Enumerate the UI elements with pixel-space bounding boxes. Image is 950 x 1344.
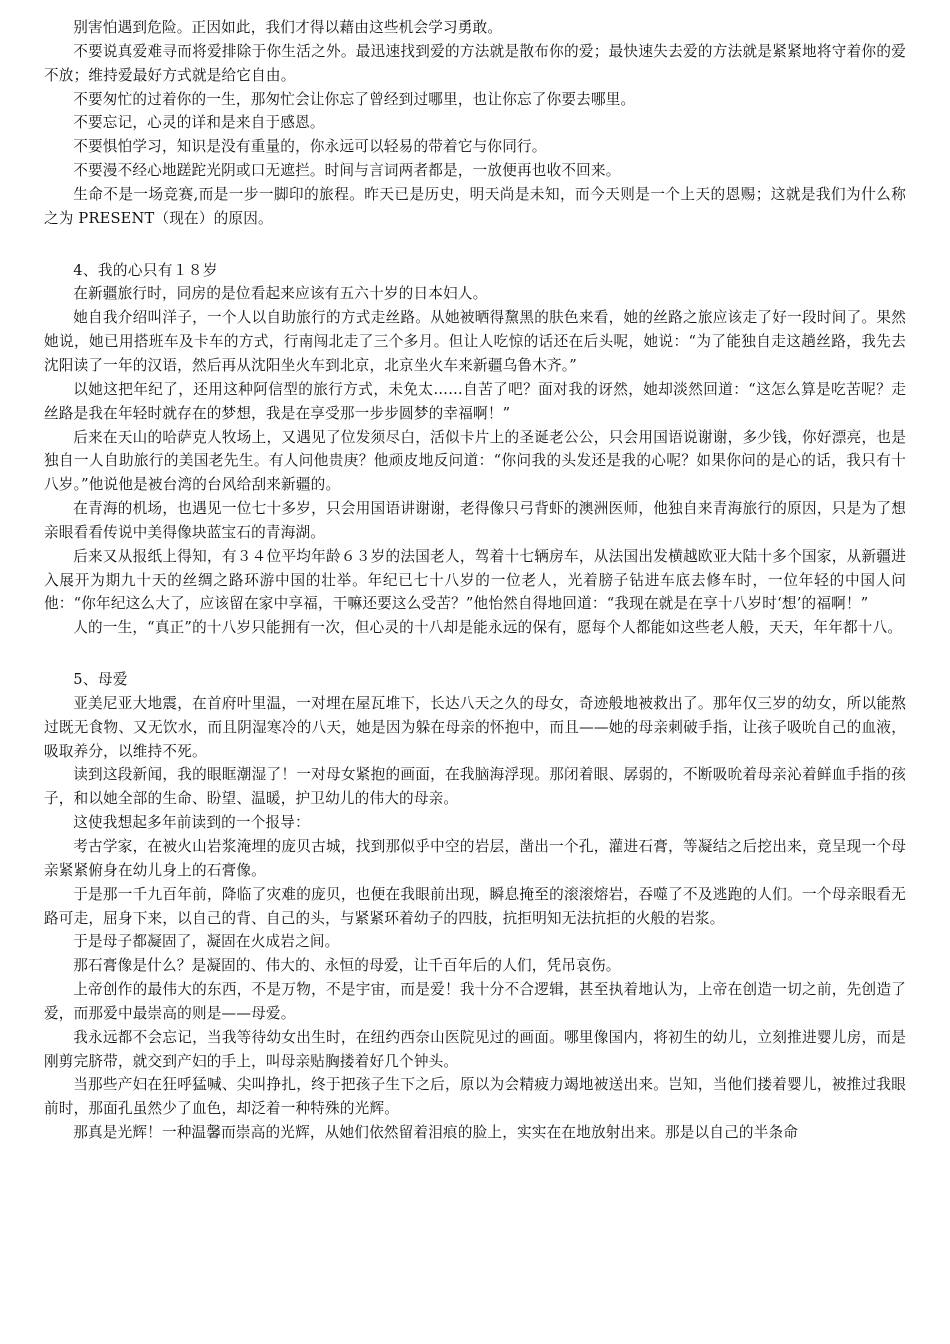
paragraph: 不要忘记，心灵的详和是来自于感恩。	[73, 114, 325, 132]
paragraph: 那石膏像是什么？是凝固的、伟大的、永恒的母爱，让千百年后的人们，凭吊哀伤。	[73, 957, 621, 975]
paragraph: 当那些产妇在狂呼猛喊、尖叫挣扎，终于把孩子生下之后，原以为会精疲力竭地被送出来。岂知，当他们搂着婴儿，被推过我眼前时，那面孔虽然少了血色，却泛着一种特殊的光辉。	[44, 1076, 906, 1118]
paragraph: 后来在天山的哈萨克人牧场上，又遇见了位发须尽白，活似卡片上的圣诞老公公，只会用国语说谢谢，多少钱，你好漂亮，也是独自一人自助旅行的美国老先生。有人问他贵庚？他顽皮地反问道：“你问我的头发还是我的心呢？如果你问的是心的话，我只有十八岁。”他说他是被台湾的台风给刮来新疆的。	[44, 428, 906, 494]
paragraph: 在青海的机场，也遇见一位七十多岁，只会用国语讲谢谢，老得像只弓背虾的澳洲医师，他独自来青海旅行的原因，只是为了想亲眼看看传说中美得像块蓝宝石的青海湖。	[44, 500, 906, 541]
paragraph: 在新疆旅行时，同房的是位看起来应该有五六十岁的日本妇人。	[73, 285, 488, 303]
paragraph: 不要说真爱难寻而将爱排除于你生活之外。最迅速找到爱的方法就是散布你的爱；最快速失去爱的方法就是紧紧地将守着你的爱不放；维持爱最好方式就是给它自由。	[44, 42, 906, 84]
paragraph: 别害怕遇到危险。正因如此，我们才得以藉由这些机会学习勇敢。	[73, 19, 503, 36]
paragraph: 这使我想起多年前读到的一个报导：	[73, 814, 310, 832]
section-4	[44, 259, 906, 641]
paragraph: 考古学家，在被火山岩浆淹埋的庞贝古城，找到那似乎中空的岩层，凿出一个孔，灌进石膏，等凝结之后挖出来，竟呈现一个母亲紧紧俯身在幼儿身上的石膏像。	[44, 838, 906, 879]
paragraph: 我永远都不会忘记，当我等待幼女出生时，在纽约西奈山医院见过的画面。哪里像国内，将初生的幼儿，立刻推进婴儿房，而是刚剪完脐带，就交到产妇的手上，叫母亲贴胸搂着好几个钟头。	[44, 1028, 906, 1070]
paragraph: 不要漫不经心地蹉跎光阴或口无遮拦。时间与言词两者都是，一放便再也收不回来。	[73, 162, 621, 180]
section-spacer	[44, 640, 906, 668]
paragraph: 不要惧怕学习，知识是没有重量的，你永远可以轻易的带着它与你同行。	[73, 138, 547, 156]
paragraph: 她自我介绍叫洋子，一个人以自助旅行的方式走丝路。从她被晒得黧黑的肤色来看，她的丝路之旅应该走了好一段时间了。果然她说，她已用搭班车及卡车的方式，行南闯北走了三个多月。但让人吃惊的话还在后头呢，她说：“为了能独自走这趟丝路，我先去沈阳读了一年的汉语，然后再从沈阳坐火车到北京，北京坐火车来新疆乌鲁木齐。”	[44, 309, 906, 374]
paragraph: 生命不是一场竞赛,而是一步一脚印的旅程。昨天已是历史，明天尚是未知，而今天则是一个上天的恩赐；这就是我们为什么称之为 PRESENT（现在）的原因。	[44, 185, 906, 227]
paragraph: 亚美尼亚大地震，在首府叶里温，一对埋在屋瓦堆下，长达八天之久的母女，奇迹般地被救出了。那年仅三岁的幼女，所以能熬过既无食物、又无饮水，而且阴湿寒冷的八天，她是因为躲在母亲的怀抱中，而且——她的母亲刺破手指，让孩子吸吮自己的血液，吸取养分，以维持不死。	[44, 694, 906, 760]
paragraph: 读到这段新闻，我的眼眶潮湿了！一对母女紧抱的画面，在我脑海浮现。那闭着眼、孱弱的，不断吸吮着母亲沁着鲜血手指的孩子，和以她全部的生命、盼望、温暖，护卫幼儿的伟大的母亲。	[44, 766, 906, 808]
section-5	[44, 668, 906, 1145]
paragraph: 以她这把年纪了，还用这种阿信型的旅行方式，未免太……自苦了吧？面对我的讶然，她却淡然回道：“这怎么算是吃苦呢？走丝路是我在年轻时就存在的梦想，我是在享受那一步步圆梦的幸福啊！”	[44, 380, 906, 422]
paragraph: 不要匆忙的过着你的一生，那匆忙会让你忘了曾经到过哪里，也让你忘了你要去哪里。	[73, 90, 636, 108]
paragraph: 人的一生，“真正”的十八岁只能拥有一次，但心灵的十八却是能永远的保有，愿每个人都能如这些老人般，天天，年年都十八。	[73, 619, 903, 637]
section-heading: 5、母爱	[73, 671, 128, 689]
paragraph: 那真是光辉！一种温馨而崇高的光辉，从她们依然留着泪痕的脸上，实实在在地放射出来。那是以自己的半条命	[73, 1124, 799, 1142]
intro-section	[44, 16, 906, 231]
paragraph: 于是母子都凝固了，凝固在火成岩之间。	[73, 933, 340, 951]
section-spacer	[44, 231, 906, 259]
section-heading: 4、我的心只有１８岁	[73, 261, 218, 279]
paragraph: 后来又从报纸上得知，有３４位平均年龄６３岁的法国老人，驾着十七辆房车，从法国出发横越欧亚大陆十多个国家，从新疆进入展开为期九十天的丝绸之路环游中国的壮举。年纪已七十八岁的一位老人，光着膀子钻进车底去修车时，一位年轻的中国人问他：“你年纪这么大了，应该留在家中享福，干嘛还要这么受苦？”他怡然自得地回道：“我现在就是在享十八岁时‘想’的福啊！”	[44, 547, 906, 613]
paragraph: 于是那一千九百年前，降临了灾难的庞贝，也便在我眼前出现，瞬息掩至的滚滚熔岩，吞噬了不及逃跑的人们。一个母亲眼看无路可走，屈身下来，以自己的背、自己的头，与紧紧环着幼子的四肢，抗拒明知无法抗拒的火般的岩浆。	[44, 885, 906, 927]
paragraph: 上帝创作的最伟大的东西，不是万物，不是宇宙，而是爱！我十分不合逻辑，甚至执着地认为，上帝在创造一切之前，先创造了爱，而那爱中最崇高的则是——母爱。	[44, 981, 906, 1022]
